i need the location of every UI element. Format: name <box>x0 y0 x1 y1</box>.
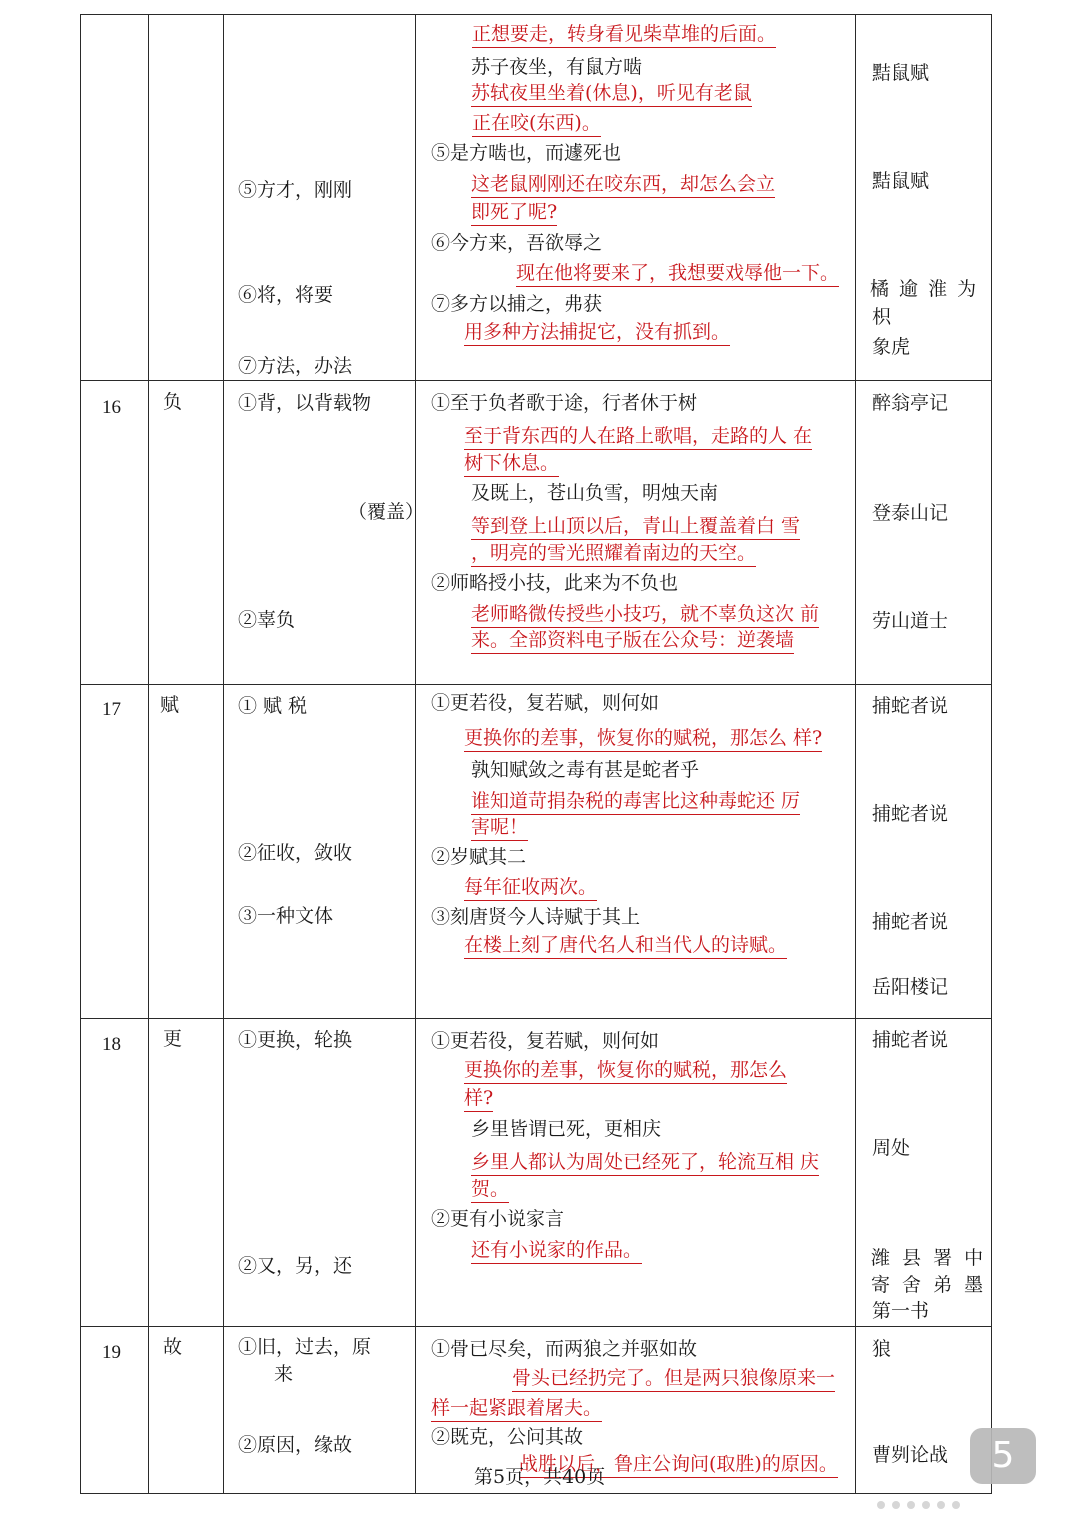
example-sentence: ①更若役，复若赋，则何如 <box>431 692 660 714</box>
translation-line: 等到登上山顶以后，青山上覆盖着白 雪 <box>471 514 800 540</box>
sense-item: ②辜负 <box>238 609 296 631</box>
translation-line: 还有小说家的作品。 <box>471 1238 642 1264</box>
source-title: 黠鼠赋 <box>872 170 930 192</box>
source-title: 周处 <box>872 1137 911 1159</box>
translation-line: 乡里人都认为周处已经死了，轮流互相 庆 <box>471 1150 819 1176</box>
translation-line: 骨头已经扔完了。但是两只狼像原来一 <box>512 1366 835 1392</box>
example-sentence: ⑥今方来，吾欲辱之 <box>431 232 603 254</box>
sense-item: ⑤方才，刚刚 <box>238 179 353 201</box>
sense-item: ① 赋 税 <box>238 695 308 717</box>
source-title: 狼 <box>872 1338 892 1360</box>
source-title: 枳 <box>872 306 892 328</box>
translation-line: 样? <box>464 1086 493 1112</box>
translation-line: 更换你的差事，恢复你的赋税，那怎么 <box>464 1058 787 1084</box>
translation-line: 正想要走，转身看见柴草堆的后面。 <box>472 22 776 48</box>
example-sentence: ②既克，公问其故 <box>431 1426 584 1448</box>
translation-line: ，明亮的雪光照耀着南边的天空。 <box>471 541 756 567</box>
source-title: 寄 舍 弟 墨 <box>871 1274 987 1296</box>
translation-line: 每年征收两次。 <box>464 875 597 901</box>
source-title: 捕蛇者说 <box>872 911 949 933</box>
sense-item: ⑦方法，办法 <box>238 355 353 377</box>
sense-item: （覆盖） <box>348 501 425 523</box>
col-border-num <box>148 14 149 1494</box>
example-sentence: ①更若役，复若赋，则何如 <box>431 1030 660 1052</box>
source-title: 第一书 <box>872 1300 930 1322</box>
sense-item: ②征收，敛收 <box>238 842 353 864</box>
translation-line: 样一起紧跟着屠夫。 <box>431 1396 602 1422</box>
sense-item: ⑥将，将要 <box>238 284 334 306</box>
source-title: 黠鼠赋 <box>872 62 930 84</box>
translation-line: 谁知道苛捐杂税的毒害比这种毒蛇还 厉 <box>471 789 800 815</box>
sense-item: ①更换，轮换 <box>238 1029 353 1051</box>
example-sentence: ①骨已尽矣，而两狼之并驱如故 <box>431 1338 698 1360</box>
example-sentence: 苏子夜坐，有鼠方啮 <box>471 56 643 78</box>
example-sentence: ②师略授小技，此来为不负也 <box>431 572 679 594</box>
example-sentence: ③刻唐贤今人诗赋于其上 <box>431 906 641 928</box>
translation-line: 用多种方法捕捉它，没有抓到。 <box>464 320 730 346</box>
sense-item: ②原因，缘故 <box>238 1434 353 1456</box>
example-sentence: 及既上，苍山负雪，明烛天南 <box>471 482 719 504</box>
example-sentence: ⑦多方以捕之，弗获 <box>431 293 603 315</box>
translation-line: 树下休息。 <box>464 451 559 477</box>
example-sentence: ⑤是方啮也，而遽死也 <box>431 142 622 164</box>
sense-item: ③一种文体 <box>238 905 334 927</box>
translation-line: 现在他将要来了，我想要戏辱他一下。 <box>516 261 839 287</box>
row-number: 19 <box>102 1342 121 1363</box>
source-title: 潍 县 署 中 <box>871 1247 987 1269</box>
translation-line: 战胜以后，鲁庄公询问(取胜)的原因。 <box>519 1452 838 1478</box>
sense-item: ②又，另，还 <box>238 1255 353 1277</box>
translation-line: 更换你的差事，恢复你的赋税，那怎么 样? <box>464 726 822 752</box>
translation-line: 老师略微传授些小技巧，就不辜负这次 前 <box>471 602 819 628</box>
sense-item: ①背，以背载物 <box>238 392 372 414</box>
example-sentence: ②岁赋其二 <box>431 846 527 868</box>
source-title: 捕蛇者说 <box>872 803 949 825</box>
source-title: 醉翁亭记 <box>872 392 949 414</box>
translation-line: 在楼上刻了唐代名人和当代人的诗赋。 <box>464 933 787 959</box>
row-number: 18 <box>102 1034 121 1055</box>
example-sentence: 孰知赋敛之毒有甚是蛇者乎 <box>471 759 700 781</box>
headword: 负 <box>163 391 183 413</box>
page-footer: 第5页，共40页 <box>474 1466 606 1488</box>
source-title: 劳山道士 <box>872 610 949 632</box>
translation-line: 这老鼠刚刚还在咬东西，却怎么会立 <box>471 172 775 198</box>
row-number: 17 <box>102 699 121 720</box>
source-title: 橘 逾 淮 为 <box>870 278 979 300</box>
page-number-label: 5 <box>991 1435 1015 1476</box>
col-border-example <box>855 14 856 1494</box>
translation-line: 正在咬(东西)。 <box>472 111 601 137</box>
example-sentence: ①至于负者歌于途，行者休于树 <box>431 392 698 414</box>
headword: 更 <box>163 1028 183 1050</box>
example-sentence: 乡里皆谓已死，更相庆 <box>471 1118 662 1140</box>
source-title: 象虎 <box>872 336 911 358</box>
example-sentence: ②更有小说家言 <box>431 1208 565 1230</box>
col-border-right <box>991 14 992 1494</box>
translation-line: 贺。 <box>471 1177 509 1203</box>
translation-line: 至于背东西的人在路上歌唱，走路的人 在 <box>464 424 812 450</box>
watermark-dots <box>877 1494 987 1508</box>
source-title: 岳阳楼记 <box>872 976 949 998</box>
headword: 赋 <box>160 694 180 716</box>
source-title: 登泰山记 <box>872 502 949 524</box>
col-border-left <box>80 14 81 1494</box>
sense-item: 来 <box>274 1363 294 1385</box>
headword: 故 <box>163 1336 183 1358</box>
source-title: 曹刿论战 <box>872 1444 949 1466</box>
col-border-sense <box>415 14 416 1494</box>
translation-line: 来。全部资料电子版在公众号：逆袭墙 <box>471 628 794 654</box>
row-number: 16 <box>102 397 121 418</box>
translation-line: 害呢！ <box>471 815 528 841</box>
page-number-badge[interactable] <box>970 1428 1036 1484</box>
translation-line: 即死了呢? <box>471 200 557 226</box>
source-title: 捕蛇者说 <box>872 1029 949 1051</box>
sense-item: ①旧，过去，原 <box>238 1336 372 1358</box>
source-title: 捕蛇者说 <box>872 695 949 717</box>
translation-line: 苏轼夜里坐着(休息)，听见有老鼠 <box>471 81 752 107</box>
col-border-char <box>223 14 224 1494</box>
